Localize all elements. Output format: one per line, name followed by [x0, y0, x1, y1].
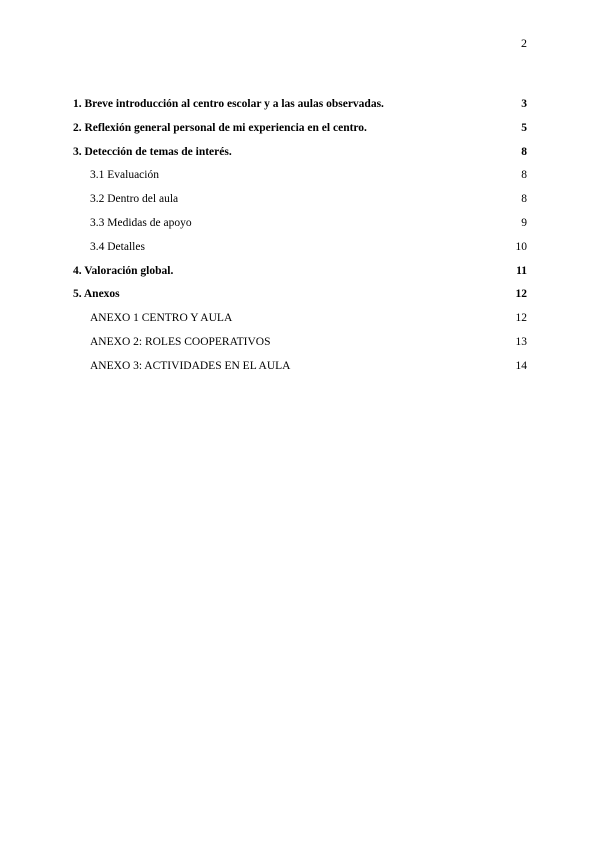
toc-entry-title: 4. Valoración global.	[73, 264, 174, 277]
toc-entry-1[interactable]	[73, 93, 527, 117]
toc-entry-title: ANEXO 2: ROLES COOPERATIVOS	[90, 335, 271, 348]
toc-entry-title: 1. Breve introducción al centro escolar y a las aulas observadas.	[73, 98, 384, 110]
toc-entry-page: 11	[516, 264, 527, 277]
toc-entry-page: 8	[521, 169, 527, 182]
toc-entry-title: 2. Reflexión general personal de mi experiencia en el centro.	[73, 121, 367, 134]
toc-entry-3-1[interactable]	[73, 164, 527, 188]
toc-entry-3[interactable]	[73, 141, 527, 165]
toc-entry-4[interactable]	[73, 260, 527, 284]
toc-entry-title: ANEXO 1 CENTRO Y AULA	[90, 312, 233, 325]
toc-entry-page: 8	[521, 145, 527, 158]
toc-entry-page: 13	[515, 335, 527, 348]
toc-entry-title: 3.2 Dentro del aula	[90, 193, 179, 206]
toc-entry-title: ANEXO 3: ACTIVIDADES EN EL AULA	[90, 359, 291, 372]
toc-entry-anexo-3[interactable]	[73, 355, 527, 379]
toc-entry-page: 8	[521, 193, 527, 206]
toc-entry-3-4[interactable]	[73, 236, 527, 260]
toc-entry-page: 10	[515, 240, 527, 253]
toc-entry-title: 3.1 Evaluación	[90, 169, 159, 182]
toc-entry-2[interactable]	[73, 117, 527, 141]
toc-entry-anexo-2[interactable]	[73, 331, 527, 355]
page-number: 2	[521, 36, 527, 50]
toc-entry-page: 5	[521, 121, 527, 134]
toc-entry-page: 12	[515, 312, 527, 325]
toc-entry-anexo-1[interactable]	[73, 307, 527, 331]
table-of-contents	[73, 93, 527, 379]
toc-entry-title: 5. Anexos	[73, 288, 120, 301]
toc-entry-5[interactable]	[73, 283, 527, 307]
toc-entry-page: 14	[515, 359, 527, 372]
toc-entry-page: 3	[521, 98, 527, 110]
toc-entry-page: 9	[521, 216, 527, 229]
toc-entry-3-3[interactable]	[73, 212, 527, 236]
toc-entry-page: 12	[515, 288, 527, 301]
toc-entry-title: 3. Detección de temas de interés.	[73, 145, 232, 158]
toc-entry-title: 3.4 Detalles	[90, 240, 145, 253]
toc-entry-title: 3.3 Medidas de apoyo	[90, 216, 192, 229]
toc-entry-3-2[interactable]	[73, 188, 527, 212]
